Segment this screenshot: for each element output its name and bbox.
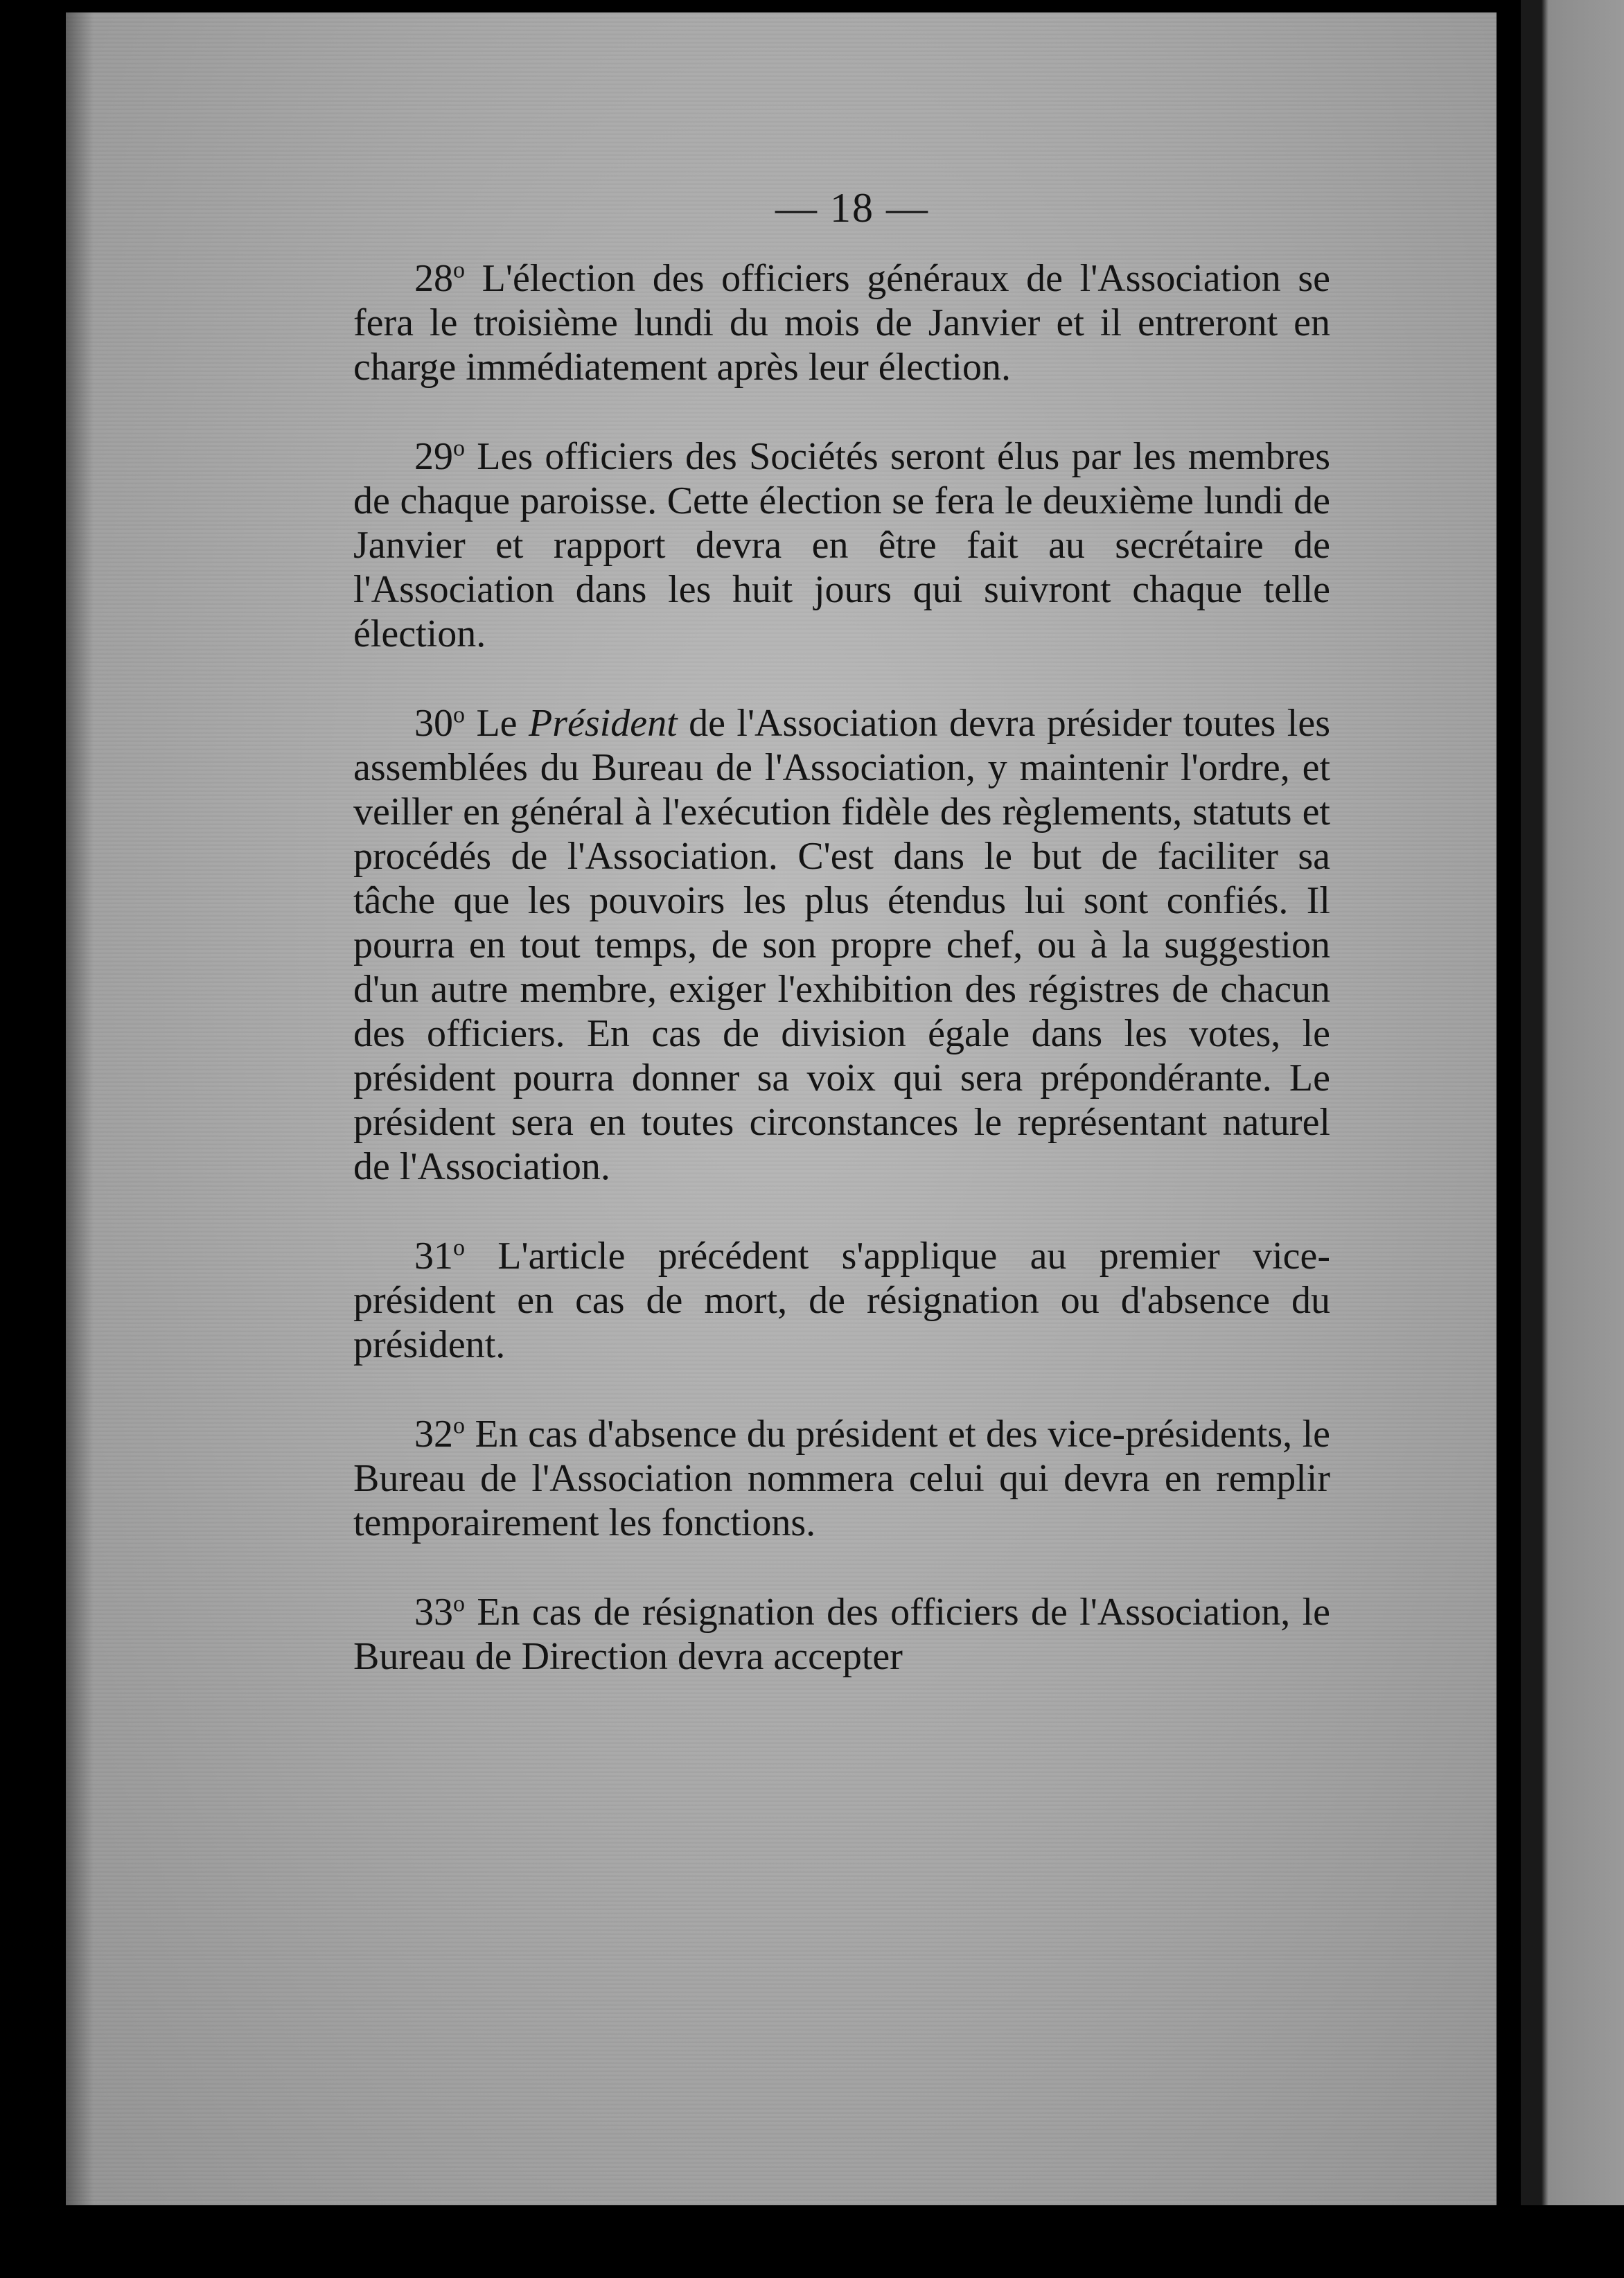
article-number: 31$^o$ — [414, 1235, 465, 1278]
article-text: de l'Association devra présider toutes les assemblées du Bureau de l'Association, y maintenir l'ordre, et veiller en général à l'exécution fidèle des règlements, statuts et procédés de l'Association. C'est dans le but de faciliter sa tâche que les pouvoirs les plus étendus lui sont confiés. Il pourra en tout temps, de son propre chef, ou à la suggestion d'un autre membre, exiger l'exhibition des régistres de chacun des officiers. En cas de division égale dans les votes, le président pourra donner sa voix qui sera prépondérante. Le président sera en toutes circonstances le représentant naturel de l'Association. — [353, 702, 1331, 1188]
article-29 — [353, 434, 1330, 656]
article-text: L'article précédent s'applique au premier vice-président en cas de mort, de résignation ou d'absence du président. — [353, 1235, 1330, 1366]
article-33 — [353, 1590, 1330, 1679]
article-number: 33$^o$ — [414, 1591, 465, 1634]
page-number: — 18 — — [775, 185, 929, 231]
article-italic-term: Président — [529, 702, 678, 745]
article-number: 28$^o$ — [414, 257, 465, 300]
adjacent-page-edge — [1521, 0, 1624, 2278]
article-30 — [353, 701, 1330, 1189]
page-text — [353, 139, 1330, 1724]
scan-border — [0, 2205, 1624, 2278]
article-lead: Le — [476, 702, 518, 745]
article-31 — [353, 1234, 1330, 1367]
article-text: Les officiers des Sociétés seront élus par les membres de chaque paroisse. Cette élection se fera le deuxième lundi de Janvier et rapport devra en être fait au secrétaire de l'Association dans les huit jours qui suivront chaque telle élection. — [353, 435, 1331, 655]
article-number: 32$^o$ — [414, 1413, 465, 1456]
article-32 — [353, 1412, 1330, 1545]
article-number: 29$^o$ — [414, 435, 465, 478]
article-28 — [353, 256, 1330, 389]
article-text: En cas de résignation des officiers de l'Association, le Bureau de Direction devra accepter — [353, 1591, 1330, 1678]
article-number: 30$^o$ — [414, 702, 465, 745]
article-text: L'élection des officiers généraux de l'Association se fera le troisième lundi du mois de Janvier et il entreront en charge immédiatement après leur élection. — [353, 257, 1330, 389]
article-text: En cas d'absence du président et des vice-présidents, le Bureau de l'Association nommera celui qui devra en remplir temporairement les fonctions. — [353, 1413, 1331, 1544]
